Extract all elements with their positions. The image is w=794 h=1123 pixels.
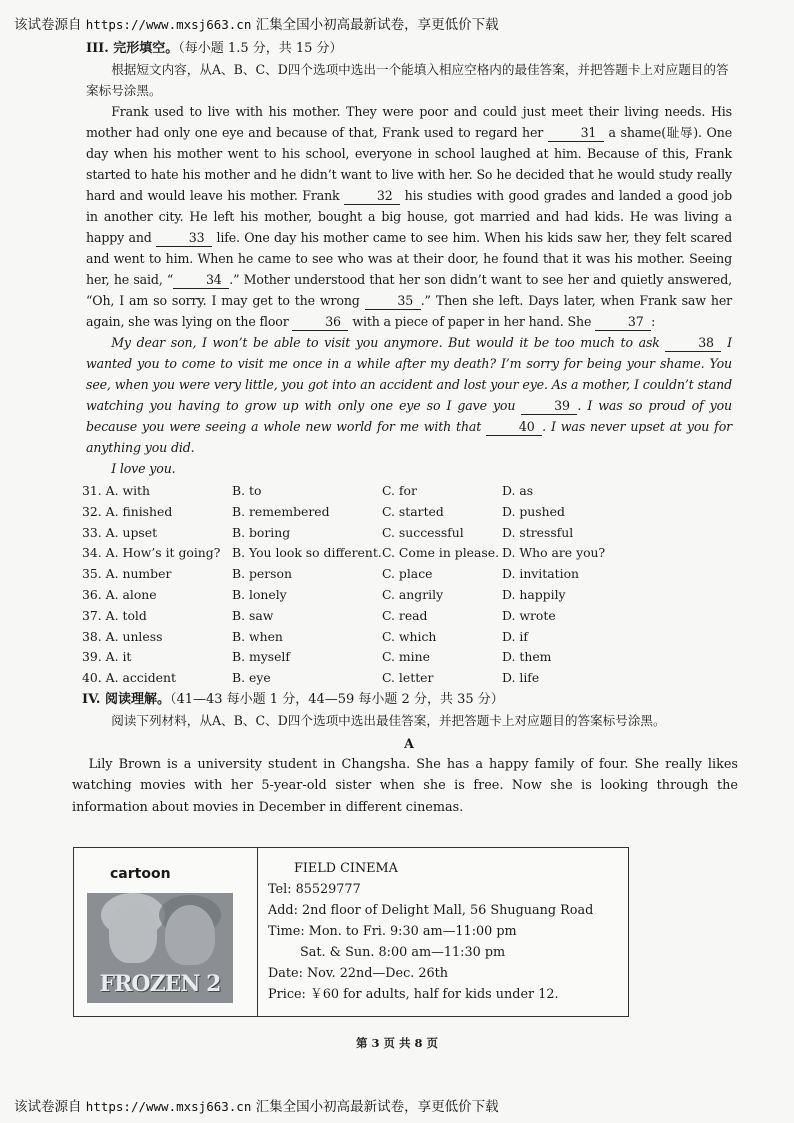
option-choice: D. stressful	[502, 524, 574, 540]
option-choice: D. life	[502, 670, 540, 686]
option-choice: 40. A. accident	[82, 670, 176, 686]
exam-page	[72, 38, 738, 818]
option-choice: 35. A. number	[82, 566, 172, 582]
reading-heading	[82, 689, 732, 710]
option-choice: D. Who are you?	[502, 545, 606, 561]
option-row	[82, 647, 732, 668]
cloze-options	[82, 481, 732, 689]
passage-text: . I was never upset at you for anything you did.	[86, 419, 732, 455]
section-label: A	[404, 735, 414, 751]
option-choice: D. wrote	[502, 607, 556, 623]
cinema-time-weekday: Time: Mon. to Fri. 9:30 am—11:00 pm	[268, 924, 517, 939]
passage-text: his studies with good grades and landed a good job in another city. He left his mother, bought a big house, got married and had kids. He was living a happy and	[86, 188, 732, 245]
option-choice: B. You look so different.	[232, 545, 382, 561]
passage-text: .” Mother understood that her son didn’t want to see her and quietly answered, “Oh, I am so sorry. I may get to the wrong	[86, 272, 732, 308]
blank-38: 38	[665, 335, 721, 352]
passage-text: a shame(耻辱). One day when his mother went to his school, everyone in school laughed at him. Because of this, Frank started to hate his mother and he didn’t want to live with her. So he decided that he would study really hard and would leave his mother. Frank	[86, 125, 732, 203]
cinema-time-weekend: Sat. & Sun. 8:00 am—11:30 pm	[300, 945, 506, 960]
passage-text: . I was so proud of you because you were seeing a whole new world for me with that	[86, 398, 732, 434]
cloze-heading	[86, 38, 732, 59]
banner-url[interactable]: https://www.mxsj663.cn	[85, 17, 252, 32]
option-row	[82, 606, 732, 627]
option-row	[82, 502, 732, 523]
option-choice: C. mine	[382, 649, 430, 665]
option-choice: B. to	[232, 483, 262, 498]
option-choice: B. when	[232, 628, 283, 644]
option-row	[82, 627, 732, 648]
ad-poster-panel	[74, 848, 258, 1016]
option-choice: B. myself	[232, 649, 290, 665]
option-choice: D. as	[502, 483, 534, 498]
cinema-price: Price: ￥60 for adults, half for kids under 12.	[268, 987, 559, 1002]
passage-text: with a piece of paper in her hand. She	[348, 314, 596, 329]
poster-figure-shape	[109, 901, 157, 963]
cinema-name: FIELD CINEMA	[294, 861, 398, 876]
option-choice: D. them	[502, 649, 552, 665]
blank-31: 31	[548, 125, 604, 142]
option-choice: B. eye	[232, 670, 271, 686]
option-choice: D. invitation	[502, 566, 580, 582]
option-choice: C. Come in please.	[382, 545, 500, 561]
option-row	[82, 668, 732, 689]
cinema-ad	[73, 847, 629, 1017]
option-choice: D. pushed	[502, 503, 565, 519]
option-choice: C. place	[382, 566, 433, 582]
banner-prefix: 该试卷源自	[14, 1099, 82, 1115]
option-choice: 39. A. it	[82, 649, 132, 665]
option-choice: C. successful	[382, 524, 464, 540]
option-choice: C. for	[382, 483, 417, 498]
reading-title: IV. 阅读理解。	[82, 691, 170, 707]
blank-39: 39	[521, 398, 577, 415]
blank-34: 34	[173, 272, 229, 289]
passage-text: My dear son, I won’t be able to visit you anymore. But would it be too much to ask	[111, 335, 666, 350]
option-choice: B. saw	[232, 607, 274, 623]
passage-text: Frank used to live with his mother. They were poor and could just meet their living needs. His mother had only one eye and because of that, Frank used to regard her	[86, 104, 732, 140]
option-choice: D. happily	[502, 586, 566, 602]
reading-intro: Lily Brown is a university student in Changsha. She has a happy family of four. She really likes watching movies with her 5-year-old sister when she is free. Now she is looking through the information about movies in December in different cinemas.	[72, 756, 738, 815]
cloze-title: III. 完形填空。	[86, 41, 179, 56]
reading-note: （41—43 每小题 1 分，44—59 每小题 2 分，共 35 分）	[169, 691, 504, 707]
ad-info	[258, 848, 593, 1016]
option-row	[82, 564, 732, 585]
genre-tag: cartoon	[110, 866, 171, 882]
option-choice: C. read	[382, 607, 428, 623]
option-choice: 38. A. unless	[82, 628, 163, 644]
option-choice: B. boring	[232, 524, 291, 540]
cinema-tel: Tel: 85529777	[268, 882, 361, 897]
banner-url[interactable]: https://www.mxsj663.cn	[85, 1099, 252, 1114]
cloze-letter	[86, 332, 732, 458]
option-row	[82, 585, 732, 606]
option-row	[82, 543, 732, 564]
option-row	[82, 523, 732, 544]
blank-37: 37	[595, 314, 651, 331]
source-banner-top	[14, 13, 499, 33]
option-choice: C. angrily	[382, 586, 444, 602]
movie-poster-image	[87, 893, 233, 1003]
cinema-date: Date: Nov. 22nd—Dec. 26th	[268, 966, 449, 981]
cinema-address: Add: 2nd floor of Delight Mall, 56 Shuguang Road	[268, 903, 594, 918]
option-choice: B. lonely	[232, 586, 287, 602]
option-choice: C. started	[382, 503, 444, 519]
option-choice: C. letter	[382, 670, 434, 686]
option-choice: C. which	[382, 628, 437, 644]
reading-instruction: 阅读下列材料，从A、B、C、D四个选项中选出最佳答案，并把答题卡上对应题目的答案标号涂黑。	[111, 712, 666, 728]
blank-36: 36	[292, 314, 348, 331]
option-choice: 31. A. with	[82, 483, 150, 498]
option-choice: B. person	[232, 566, 292, 582]
blank-35: 35	[365, 293, 421, 310]
letter-closing: I love you.	[111, 461, 176, 476]
banner-prefix: 该试卷源自	[14, 17, 82, 33]
blank-40: 40	[486, 419, 542, 436]
passage-text: life. One day his mother came to see him. When his kids saw her, they felt scared and went to him. When he came to see who was at their door, he found that it was his mother. Seeing her, he said, “	[86, 230, 732, 287]
page-number: 第 3 页 共 8 页	[355, 1036, 439, 1050]
blank-33: 33	[156, 230, 212, 247]
option-choice: 36. A. alone	[82, 586, 157, 602]
blank-32: 32	[344, 188, 400, 205]
option-choice: 33. A. upset	[82, 524, 158, 540]
passage-text: .” Then she left. Days later, when Frank saw her again, she was lying on the floor	[86, 293, 733, 329]
option-row	[82, 481, 732, 502]
cloze-instruction: 根据短文内容，从A、B、C、D四个选项中选出一个能填入相应空格内的最佳答案，并把答题卡上对应题目的答案标号涂黑。	[86, 62, 729, 98]
option-choice: 34. A. How’s it going?	[82, 545, 221, 561]
poster-figure-shape	[165, 905, 215, 965]
banner-suffix: 汇集全国小初高最新试卷，享更低价下载	[255, 17, 499, 33]
option-choice: B. remembered	[232, 503, 330, 519]
banner-suffix: 汇集全国小初高最新试卷，享更低价下载	[255, 1099, 499, 1115]
poster-title: FROZEN 2	[99, 971, 221, 997]
option-choice: D. if	[502, 628, 528, 644]
passage-text: :	[651, 314, 656, 329]
passage-text: I wanted you to come to visit me once in a while after my death? I’m sorry for being your shame. You see, when you were very little, you got into an accident and lost your eye. As a mother, I couldn’t stand watching you having to grow up with only one eye so I gave you	[86, 335, 732, 413]
cloze-passage	[86, 101, 732, 332]
option-choice: 37. A. told	[82, 607, 147, 623]
source-banner-bottom	[14, 1095, 499, 1115]
cloze-note: （每小题 1.5 分，共 15 分）	[178, 41, 343, 56]
option-choice: 32. A. finished	[82, 503, 173, 519]
